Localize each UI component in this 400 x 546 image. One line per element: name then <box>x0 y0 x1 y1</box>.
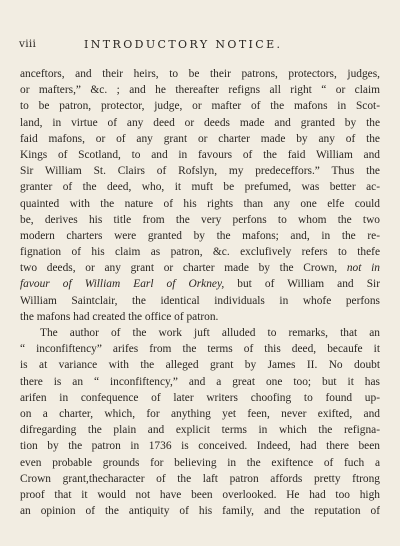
paragraph-1 <box>20 66 380 325</box>
text-line: on a charter, which, for anything yet feen, never exifted, and <box>20 407 380 420</box>
text-line: quainted with the nature of his rights than any one elfe could <box>20 197 380 210</box>
text-line: tion by the patron in 1736 is conceived. Indeed, had there been <box>20 440 380 453</box>
text-span: two deeds, or any grant or charter made by the Crown, <box>20 262 338 275</box>
text-line: arifen in confequence of later writers choofing to found up- <box>20 391 380 404</box>
page-number: viii <box>19 38 37 50</box>
text-line: Sir William St. Clairs of Rofslyn, my predeceffors.” Thus the <box>20 165 380 178</box>
text-line: granter of the deed, who, it muft be prefumed, was better ac- <box>20 181 380 194</box>
text-line: difregarding the plain and explicit terms in which the refigna- <box>20 424 380 437</box>
text-line: Kings of Scotland, to and in favours of the faid William and <box>20 148 380 161</box>
italic-span: favour of William Earl of Orkney, <box>20 278 225 291</box>
text-line: or mafters,” &c. ; and he thereafter refigns all right “ or claim <box>20 84 380 97</box>
text-line: there is an “ inconfiftency,” and a great one too; but it has <box>20 375 380 388</box>
text-line: faid mafons, or of any grant or charter made by any of the <box>20 132 380 145</box>
text-line: the mafons had created the office of patron. <box>20 310 219 323</box>
text-line: fignation of his claim as patron, &c. exclufively refers to thefe <box>20 246 380 259</box>
text-line: “ inconfiftency” arifes from the terms of this deed, becaufe it <box>20 343 380 356</box>
paragraph-2 <box>20 325 380 519</box>
text-line: even probable grounds for believing in the exiftence of fuch a <box>20 456 380 469</box>
text-line: be, derives his title from the very perfons to whom the two <box>20 213 380 226</box>
text-line: modern charters were granted by the mafons; and, in the re- <box>20 229 380 242</box>
text-line: proof that it would not have been overlooked. He had too high <box>20 488 380 501</box>
text-span: but of William and Sir <box>224 278 380 291</box>
text-line: an opinion of the antiquity of his family, and the reputation of <box>20 505 380 518</box>
text-line: to be patron, protector, judge, or mafter of the mafons in Scot- <box>20 100 380 113</box>
text-line-with-italic <box>20 260 380 276</box>
text-line: William Saintclair, the identical individuals in whofe perfons <box>20 294 380 307</box>
text-line: Crown grant,thecharacter of the laft patron affords pretty ftrong <box>20 472 380 485</box>
text-line-with-italic <box>20 276 380 292</box>
body-text <box>20 66 380 519</box>
page-header <box>19 38 380 54</box>
text-line: land, in virtue of any deed or deeds made and granted by the <box>20 116 380 129</box>
text-line: anceftors, and their heirs, to be their patrons, protectors, judges, <box>20 68 380 80</box>
italic-span: not in <box>346 262 380 275</box>
running-title: INTRODUCTORY NOTICE. <box>84 38 283 51</box>
text-line: is at variance with the alleged grant by James II. No doubt <box>20 359 380 372</box>
text-line: The author of the work juft alluded to remarks, that an <box>40 327 380 339</box>
